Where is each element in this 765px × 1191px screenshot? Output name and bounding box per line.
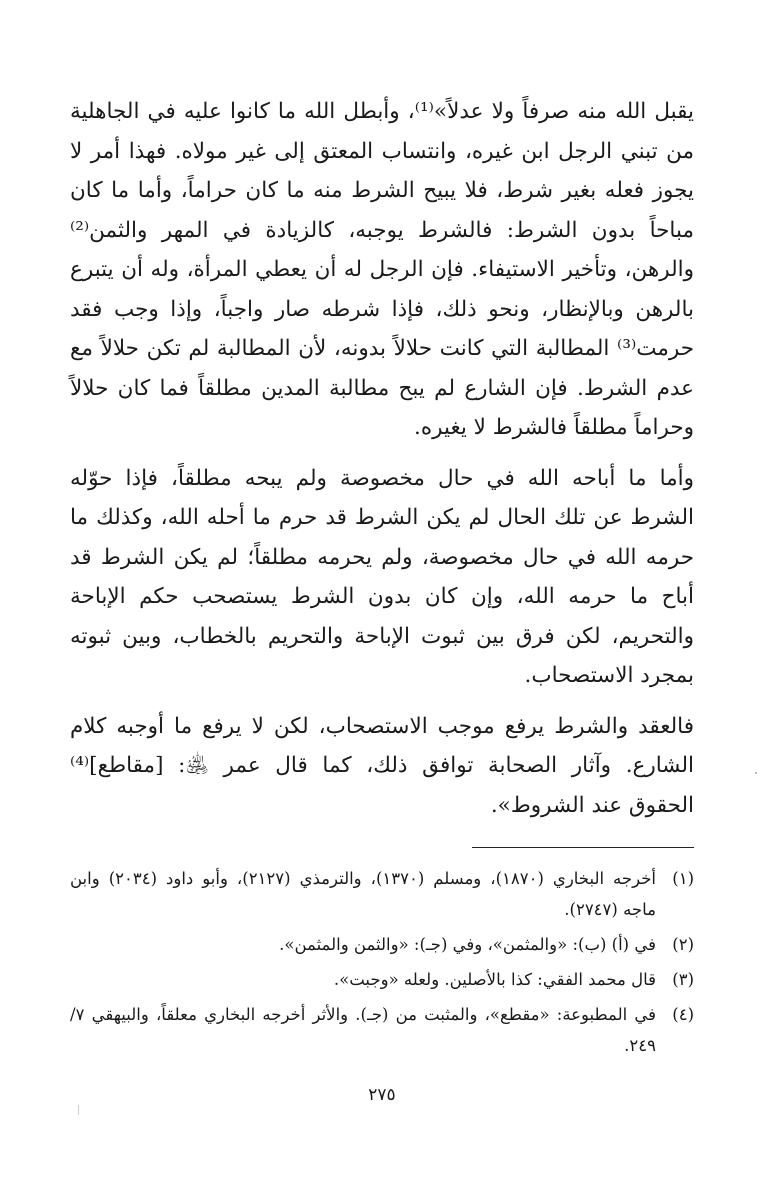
footnote-text: قال محمد الفقي: كذا بالأصلين. ولعله «وجبت».: [333, 970, 656, 989]
main-text: [70, 92, 694, 825]
paragraph-3: فالعقد والشرط يرفع موجب الاستصحاب، لكن لا يرفع ما أوجبه كلام الشارع. وآثار الصحابة توافق ذلك، كما قال عمر ﵁: [مقاطع]⁽⁴⁾ الحقوق عند الشروط».: [70, 713, 694, 818]
footnote-separator: [472, 847, 694, 848]
page-number: ٢٧٥: [368, 1085, 396, 1105]
paragraph-1: يقبل الله منه صرفاً ولا عدلاً»⁽¹⁾، وأبطل الله ما كانوا عليه في الجاهلية من تبني الرجل ابن غيره، وانتساب المعتق إلى غير مولاه. فهذا أمر لا يجوز فعله بغير شرط، فلا يبيح الشرط منه ما كان حراماً، وأما ما كان مباحاً بدون الشرط: فالشرط يوجبه، كالزيادة في المهر والثمن⁽²⁾ والرهن، وتأخير الاستيفاء. فإن الرجل له أن يعطي المرأة، وله أن يتبرع بالرهن وبالإنظار، ونحو ذلك، فإذا شرطه صار واجباً، وإذا وجب فقد حرمت⁽³⁾ المطالبة التي كانت حلالاً بدونه، لأن المطالبة لم تكن حلالاً مع عدم الشرط. فإن الشارع لم يبح مطالبة المدين مطلقاً فما كان حلالاً وحراماً مطلقاً فالشرط لا يغيره.: [70, 99, 694, 440]
scan-artifact: [78, 1105, 79, 1115]
footnote-number: (٢): [672, 935, 694, 954]
footnote-number: (٣): [672, 970, 694, 989]
footnote-2: [70, 929, 694, 960]
footnote-text: في المطبوعة: «مقطع»، والمثبت من (جـ). والأثر أخرجه البخاري معلقاً، والبيهقي ٧/ ٢٤٩.: [70, 1005, 656, 1055]
footnote-4: [70, 999, 694, 1061]
footnote-text: أخرجه البخاري (١٨٧٠)، ومسلم (١٣٧٠)، والترمذي (٢١٢٧)، وأبو داود (٢٠٣٤) وابن ماجه (٢٧٤٧).: [70, 869, 656, 919]
footnote-text: في (أ) (ب): «والمثمن»، وفي (جـ): «والثمن والمثمن».: [279, 935, 656, 954]
footnote-3: [70, 964, 694, 995]
footnote-number: (٤): [672, 1005, 694, 1024]
footnotes: [70, 863, 694, 1065]
footnote-number: (١): [672, 869, 694, 888]
scan-artifact: [755, 772, 757, 774]
footnote-1: [70, 863, 694, 925]
paragraph-2: وأما ما أباحه الله في حال مخصوصة ولم يبحه مطلقاً، فإذا حوّله الشرط عن تلك الحال لم يكن الشرط قد حرم ما أحله الله، وكذلك ما حرمه الله في حال مخصوصة، ولم يحرمه مطلقاً؛ لم يكن الشرط قد أباح ما حرمه الله، وإن كان بدون الشرط يستصحب حكم الإباحة والتحريم، لكن فرق بين ثبوت الإباحة والتحريم بالخطاب، وبين ثبوته بمجرد الاستصحاب.: [70, 465, 694, 688]
